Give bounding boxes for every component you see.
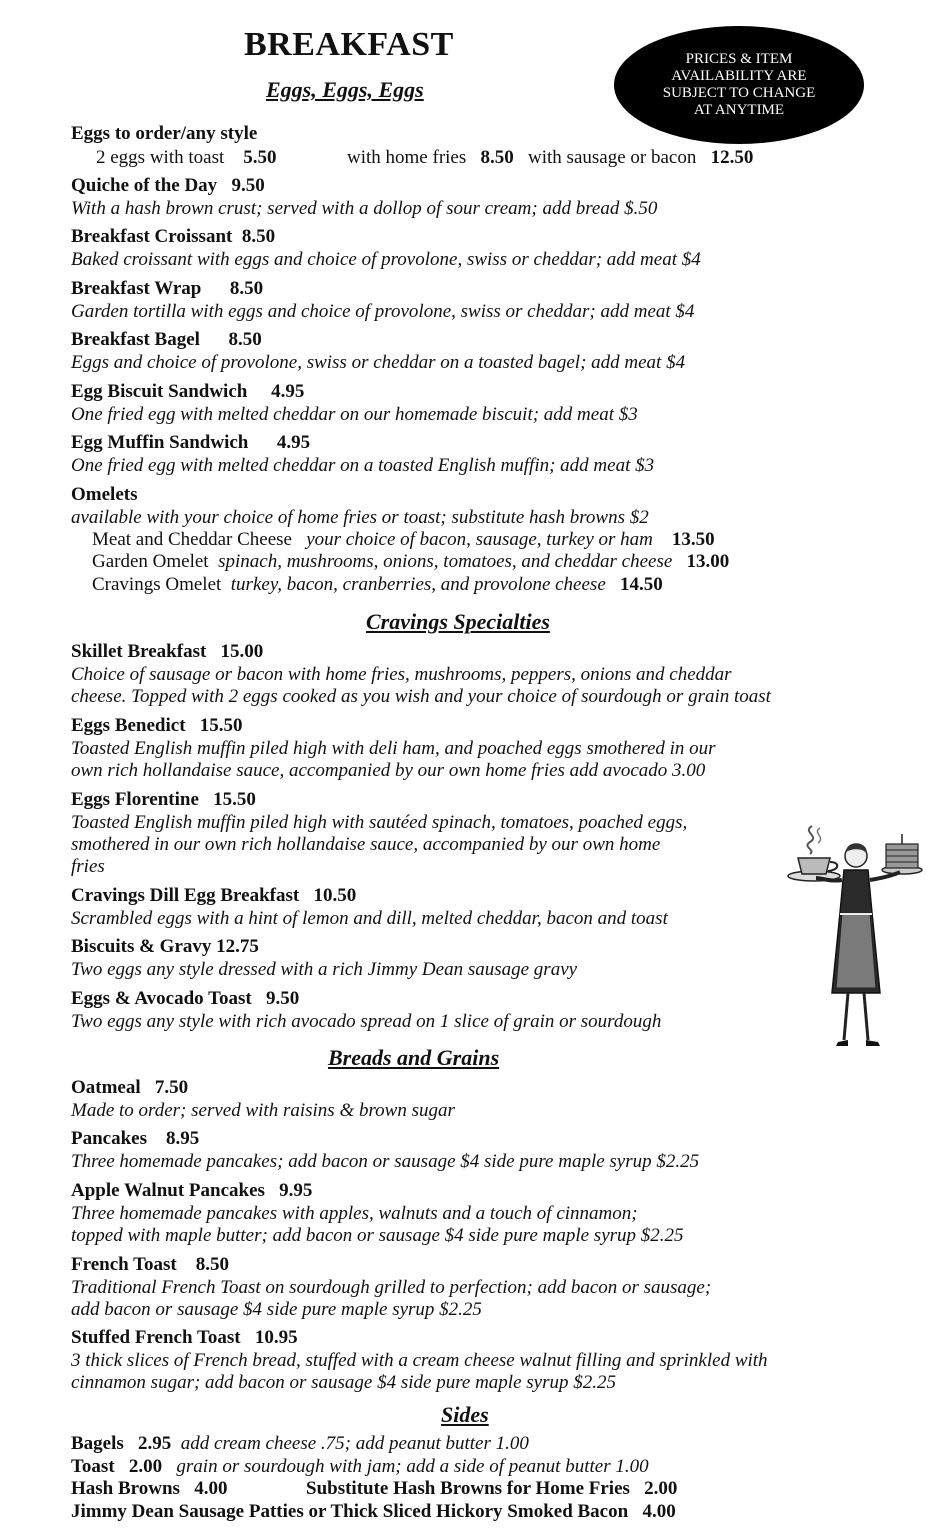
item-name: Breakfast Bagel — [71, 329, 200, 350]
item-desc: With a hash brown crust; served with a dollop of sour cream; add bread $.50 — [71, 198, 658, 219]
section-heading-specialties: Cravings Specialties — [366, 609, 550, 634]
eggs-options-line — [96, 147, 277, 169]
menu-item — [71, 641, 263, 663]
option-text: with sausage or bacon — [528, 147, 697, 168]
menu-item — [71, 381, 304, 403]
menu-item — [71, 789, 256, 811]
item-name: Eggs to order/any style — [71, 123, 258, 144]
item-name: Stuffed French Toast — [71, 1327, 241, 1348]
item-desc: Three homemade pancakes; add bacon or sausage $4 side pure maple syrup $2.25 — [71, 1151, 700, 1172]
omelet-option — [92, 529, 715, 551]
item-name: Jimmy Dean Sausage Patties or Thick Sliced Hickory Smoked Bacon — [71, 1501, 629, 1522]
item-name: Breakfast Wrap — [71, 278, 202, 299]
item-desc: add cream cheese .75; add peanut butter 1.00 — [180, 1433, 529, 1454]
notice-line: PRICES & ITEM — [685, 51, 793, 67]
item-desc: Garden tortilla with eggs and choice of provolone, swiss or cheddar; add meat $4 — [71, 301, 695, 322]
item-price: 10.50 — [313, 885, 357, 906]
item-desc: Traditional French Toast on sourdough grilled to perfection; add bacon or sausage; — [71, 1277, 712, 1298]
eggs-options-line-2 — [347, 147, 753, 169]
item-desc: Toasted English muffin piled high with sautéed spinach, tomatoes, poached eggs, — [71, 812, 688, 833]
item-name: Substitute Hash Browns for Home Fries — [306, 1478, 630, 1499]
item-desc: grain or sourdough with jam; add a side of peanut butter 1.00 — [176, 1456, 649, 1477]
section-heading-sides: Sides — [441, 1402, 489, 1427]
item-price: 15.00 — [220, 641, 264, 662]
item-name: French Toast — [71, 1254, 177, 1275]
item-name: Egg Biscuit Sandwich — [71, 381, 248, 402]
item-name: Biscuits & Gravy — [71, 936, 212, 957]
item-name: Cravings Dill Egg Breakfast — [71, 885, 300, 906]
item-price: 2.00 — [128, 1456, 163, 1477]
item-desc: Scrambled eggs with a hint of lemon and dill, melted cheddar, bacon and toast — [71, 908, 668, 929]
menu-item — [71, 1128, 199, 1150]
item-name: Eggs Florentine — [71, 789, 199, 810]
item-price: 4.95 — [276, 432, 311, 453]
item-name: Toast — [71, 1456, 115, 1477]
item-desc: Two eggs any style with rich avocado spread on 1 slice of grain or sourdough — [71, 1011, 662, 1032]
side-item-meat — [71, 1501, 676, 1523]
side-item-bagels — [71, 1433, 529, 1455]
menu-item — [71, 175, 265, 197]
menu-item — [71, 432, 310, 454]
notice-line: SUBJECT TO CHANGE — [662, 85, 816, 101]
item-price: 8.50 — [241, 226, 276, 247]
item-name: Bagels — [71, 1433, 124, 1454]
item-price: 9.95 — [279, 1180, 313, 1201]
section-heading-breads: Breads and Grains — [328, 1045, 500, 1070]
side-item-hash — [71, 1478, 227, 1500]
waitress-illustration — [784, 818, 924, 1058]
menu-item — [71, 885, 356, 907]
item-price: 8.50 — [195, 1254, 230, 1275]
price-notice-badge — [614, 26, 864, 144]
menu-item — [71, 1254, 229, 1276]
item-desc: Eggs and choice of provolone, swiss or cheddar on a toasted bagel; add meat $4 — [71, 352, 686, 373]
omelet-name: Meat and Cheddar Cheese — [92, 529, 292, 550]
omelet-option — [92, 574, 663, 596]
item-price: 15.50 — [213, 789, 256, 810]
item-price: 4.00 — [642, 1501, 676, 1522]
item-price: 8.95 — [166, 1128, 200, 1149]
option-text: with home fries — [347, 147, 467, 168]
item-desc: own rich hollandaise sauce, accompanied by our own home fries add avocado 3.00 — [71, 760, 706, 781]
menu-item — [71, 329, 262, 351]
item-name: Oatmeal — [71, 1077, 141, 1098]
item-price: 15.50 — [199, 715, 243, 736]
menu-item — [71, 988, 299, 1010]
item-name: Hash Browns — [71, 1478, 180, 1499]
item-desc: Three homemade pancakes with apples, walnuts and a touch of cinnamon; — [71, 1203, 638, 1224]
item-name: Breakfast Croissant — [71, 226, 233, 247]
side-item-toast — [71, 1456, 649, 1478]
item-name: Eggs Benedict — [71, 715, 186, 736]
item-price: 2.00 — [644, 1478, 678, 1499]
option-price: 8.50 — [480, 147, 514, 168]
item-desc: available with your choice of home fries or toast; substitute hash browns $2 — [71, 507, 649, 528]
notice-line: AT ANYTIME — [693, 102, 785, 118]
omelet-price: 14.50 — [620, 574, 663, 595]
item-desc: 3 thick slices of French bread, stuffed with a cream cheese walnut filling and sprinkled with — [71, 1350, 768, 1371]
option-price: 5.50 — [243, 147, 277, 168]
omelet-price: 13.50 — [671, 529, 715, 550]
item-price: 12.75 — [216, 936, 259, 957]
option-text: 2 eggs with toast — [96, 147, 225, 168]
item-price: 4.00 — [194, 1478, 228, 1499]
omelet-desc: spinach, mushrooms, onions, tomatoes, and cheddar cheese — [218, 551, 673, 572]
side-item-substitute — [306, 1478, 677, 1500]
item-price: 9.50 — [265, 988, 300, 1009]
item-desc: One fried egg with melted cheddar on our homemade biscuit; add meat $3 — [71, 404, 638, 425]
option-price: 12.50 — [710, 147, 754, 168]
item-desc: cinnamon sugar; add bacon or sausage $4 side pure maple syrup $2.25 — [71, 1372, 616, 1393]
menu-item — [71, 226, 275, 248]
item-name: Eggs & Avocado Toast — [71, 988, 252, 1009]
omelet-name: Cravings Omelet — [92, 574, 222, 595]
menu-item — [71, 936, 259, 958]
item-price: 10.95 — [254, 1327, 298, 1348]
item-price: 4.95 — [271, 381, 305, 402]
omelet-name: Garden Omelet — [92, 551, 209, 572]
item-desc: topped with maple butter; add bacon or sausage $4 side pure maple syrup $2.25 — [71, 1225, 684, 1246]
menu-item — [71, 1327, 298, 1349]
item-desc: Baked croissant with eggs and choice of provolone, swiss or cheddar; add meat $4 — [71, 249, 701, 270]
omelet-desc: your choice of bacon, sausage, turkey or ham — [306, 529, 653, 550]
omelet-option — [92, 551, 729, 573]
item-desc: smothered in our own rich hollandaise sauce, accompanied by our own home — [71, 834, 661, 855]
item-name: Egg Muffin Sandwich — [71, 432, 249, 453]
menu-item — [71, 715, 243, 737]
menu-item — [71, 1180, 312, 1202]
item-name: Omelets — [71, 484, 138, 505]
item-price: 7.50 — [154, 1077, 189, 1098]
item-desc: One fried egg with melted cheddar on a toasted English muffin; add meat $3 — [71, 455, 655, 476]
item-desc: Made to order; served with raisins & brown sugar — [71, 1100, 455, 1121]
item-desc: Choice of sausage or bacon with home fries, mushrooms, peppers, onions and cheddar — [71, 664, 732, 685]
item-name: Quiche of the Day — [71, 175, 218, 196]
menu-item — [71, 1077, 188, 1099]
item-price: 8.50 — [229, 278, 264, 299]
omelet-price: 13.00 — [686, 551, 730, 572]
item-name: Skillet Breakfast — [71, 641, 207, 662]
item-desc: Two eggs any style dressed with a rich Jimmy Dean sausage gravy — [71, 959, 578, 980]
item-name: Apple Walnut Pancakes — [71, 1180, 265, 1201]
omelet-desc: turkey, bacon, cranberries, and provolone cheese — [230, 574, 606, 595]
menu-item — [71, 278, 263, 300]
item-desc: fries — [71, 856, 105, 877]
section-heading-eggs: Eggs, Eggs, Eggs — [266, 77, 424, 102]
item-desc: cheese. Topped with 2 eggs cooked as you wish and your choice of sourdough or grain toast — [71, 686, 771, 707]
page-title: BREAKFAST — [244, 26, 454, 63]
item-name: Pancakes — [71, 1128, 147, 1149]
item-price: 8.50 — [228, 329, 262, 350]
item-desc: add bacon or sausage $4 side pure maple syrup $2.25 — [71, 1299, 482, 1320]
item-price: 2.95 — [138, 1433, 172, 1454]
item-desc: Toasted English muffin piled high with deli ham, and poached eggs smothered in our — [71, 738, 716, 759]
item-price: 9.50 — [231, 175, 265, 196]
notice-line: AVAILABILITY ARE — [671, 68, 807, 84]
